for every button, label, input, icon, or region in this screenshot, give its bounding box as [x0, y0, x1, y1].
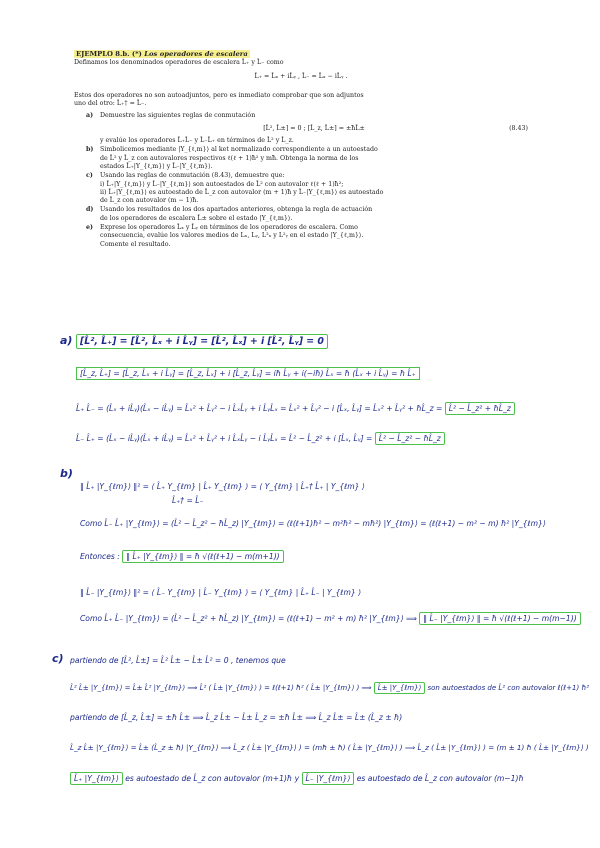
subquestion-c: c) Usando las reglas de conmutación (8.43), demuestre que: i) L̂₊|Y_{ℓ,m}⟩ y L̂₋|Y_{ℓ,m}⟩ son autoestados de L̂² con autovalor ℓ(ℓ + 1)ħ²; ii) L̂₊|Y_{ℓ,m}⟩ es autoestado de L̂_z con autovalor (m + 1)ħ y L̂₋|Y_{ℓ,m}⟩ es autoestado de L̂_z con autovalor (m − 1)ħ.: [86, 172, 384, 205]
paragraph-line-1: Estos dos operadores no son autoadjuntos, pero es inmediato comprobar que son adjuntos: [74, 91, 364, 99]
part-b-label: b): [60, 467, 73, 480]
part-c-line-1: partiendo de [L̂², L̂±] = L̂² L̂± − L̂± L̂² = 0 , tenemos que: [70, 656, 286, 665]
part-b-adjoint-note: L̂₊† = L̂₋: [172, 496, 204, 505]
intro-text: Definamos los denominados operadores de escalera L̂₊ y L̂₋ como: [74, 59, 284, 67]
part-c-line-5: L̂₊ |Y_{ℓm}⟩ es autoestado de L̂_z con autovalor (m+1)ħ y L̂₋ |Y_{ℓm}⟩ es autoestado de L̂_z con autovalor (m−1)ħ: [70, 774, 524, 783]
part-a-label: a): [60, 334, 73, 347]
part-b-line-4: ‖ L̂₋ |Y_{ℓm}⟩ ‖² = ⟨ L̂₋ Y_{ℓm} | L̂₋ Y_{ℓm} ⟩ = ⟨ Y_{ℓm} | L̂₊ L̂₋ | Y_{ℓm} ⟩: [80, 588, 362, 597]
part-b-line-1: ‖ L̂₊ |Y_{ℓm}⟩ ‖² = ⟨ L̂₊ Y_{ℓm} | L̂₊ Y_{ℓm} ⟩ = ⟨ Y_{ℓm} | L̂₊† L̂₊ | Y_{ℓm} ⟩: [80, 482, 365, 491]
subquestion-e: e) Exprese los operadores L̂ₓ y L̂ᵧ en términos de los operadores de escalera. Como consecuencia, evalúe los valores medios de Lₓ, Lᵧ, L²ₓ y L²ᵧ en el estado |Y_{ℓ,m}⟩. Comente el resultado.: [86, 224, 364, 248]
part-c-line-2: L̂² L̂± |Y_{ℓm}⟩ = L̂± L̂² |Y_{ℓm}⟩ ⟹ L̂² ( L̂± |Y_{ℓm}⟩ ) = ℓ(ℓ+1) ħ² ( L̂± |Y_{ℓm}⟩ ) ⟹ L̂± |Y_{ℓm}⟩ son autoestados de L̂² con autovalor ℓ(ℓ+1) ħ²: [70, 684, 590, 692]
commutation-equation: [L̂², L̂±] = 0 ; [L̂_z, L̂±] = ±ħL̂± (8.43): [263, 124, 528, 132]
title-name: Los operadores de escalera: [144, 50, 248, 58]
part-c-line-3: partiendo de [L̂_z, L̂±] = ±ħ L̂± ⟹ L̂_z L̂± − L̂± L̂_z = ±ħ L̂± ⟹ L̂_z L̂± = L̂± (L̂_z ± ħ): [70, 713, 403, 722]
part-a-line-2: [L̂_z, L̂₊] = [L̂_z, L̂ₓ + i L̂ᵧ] = [L̂_z, L̂ₓ] + i [L̂_z, L̂ᵧ] = iħ L̂ᵧ + i(−iħ) L̂ₓ = ħ (L̂ₓ + i L̂ᵧ) = ħ L̂₊: [76, 369, 420, 378]
title-prefix: EJEMPLO 8.b. (*): [76, 50, 142, 58]
part-c-label: c): [52, 652, 64, 665]
part-a-line-4: L̂₋ L̂₊ = (L̂ₓ − iL̂ᵧ)(L̂ₓ + iL̂ᵧ) = L̂ₓ² + L̂ᵧ² + i L̂ₓL̂ᵧ − i L̂ᵧL̂ₓ = L̂² − L̂_z² + i [L̂ₓ, L̂ᵧ] = L̂² − L̂_z² − ħL̂_z: [76, 434, 445, 443]
part-b-line-2: Como L̂₋ L̂₊ |Y_{ℓm}⟩ = (L̂² − L̂_z² − ħL̂_z) |Y_{ℓm}⟩ = (ℓ(ℓ+1)ħ² − m²ħ² − mħ²) |Y_{ℓm}⟩ = (ℓ(ℓ+1) − m² − m) ħ² |Y_{ℓm}⟩: [80, 519, 546, 528]
part-a-line-3: L̂₊ L̂₋ = (L̂ₓ + iL̂ᵧ)(L̂ₓ − iL̂ᵧ) = L̂ₓ² + L̂ᵧ² − i L̂ₓL̂ᵧ + i L̂ᵧL̂ₓ = L̂ₓ² + L̂ᵧ² − i [L̂ₓ, L̂ᵧ] = L̂ₓ² + L̂ᵧ² + ħL̂_z = L̂² − L̂_z² + ħL̂_z: [76, 404, 515, 413]
paragraph-line-2: uno del otro: L̂₊† = L̂₋.: [74, 100, 147, 108]
part-b-line-5: Como L̂₊ L̂₋ |Y_{ℓm}⟩ = (L̂² − L̂_z² + ħL̂_z) |Y_{ℓm}⟩ = (ℓ(ℓ+1) − m² + m) ħ² |Y_{ℓm}⟩ ⟹ ‖ L̂₋ |Y_{ℓm}⟩ ‖ = ħ √(ℓ(ℓ+1) − m(m−1)): [80, 614, 581, 623]
part-a-line-1: [L̂², L̂₊] = [L̂², L̂ₓ + i L̂ᵧ] = [L̂², L̂ₓ] + i [L̂², L̂ᵧ] = 0: [76, 336, 328, 347]
subquestion-d: d) Usando los resultados de los dos apartados anteriores, obtenga la regla de actuación de los operadores de escalera L̂± sobre el estado |Y_{ℓ,m}⟩.: [86, 206, 373, 222]
subquestion-a: a) Demuestre las siguientes reglas de conmutación [L̂², L̂±] = 0 ; [L̂_z, L̂±] = ±ħL̂± (8.43) y evalúe los operadores L̂₊L̂₋ y L̂₋L̂₊ en términos de L̂² y L̂_z.: [86, 112, 528, 145]
subquestion-b: b) Simbolicemos mediante |Y_{ℓ,m}⟩ al ket normalizado correspondiente a un autoestado de L̂² y L̂_z con autovalores respectivos ℓ(ℓ + 1)ħ² y mħ. Obtenga la norma de los estados L̂₊|Y_{ℓ,m}⟩ y L̂₋|Y_{ℓ,m}⟩.: [86, 146, 378, 170]
equation-number: (8.43): [509, 124, 528, 132]
part-b-line-3: Entonces : ‖ L̂₊ |Y_{ℓm}⟩ ‖ = ħ √(ℓ(ℓ+1) − m(m+1)): [80, 552, 284, 561]
definition-equation: L̂₊ = L̂ₓ + iL̂ᵧ , L̂₋ = L̂ₓ − iL̂ᵧ .: [254, 72, 348, 80]
part-c-line-4: L̂_z L̂± |Y_{ℓm}⟩ = L̂± (L̂_z ± ħ) |Y_{ℓm}⟩ ⟹ L̂_z ( L̂± |Y_{ℓm}⟩ ) = (mħ ± ħ) ( L̂± |Y_{ℓm}⟩ ) ⟹ L̂_z ( L̂± |Y_{ℓm}⟩ ) = (m ± 1) ħ ( L̂± |Y_{ℓm}⟩ ): [70, 743, 589, 752]
